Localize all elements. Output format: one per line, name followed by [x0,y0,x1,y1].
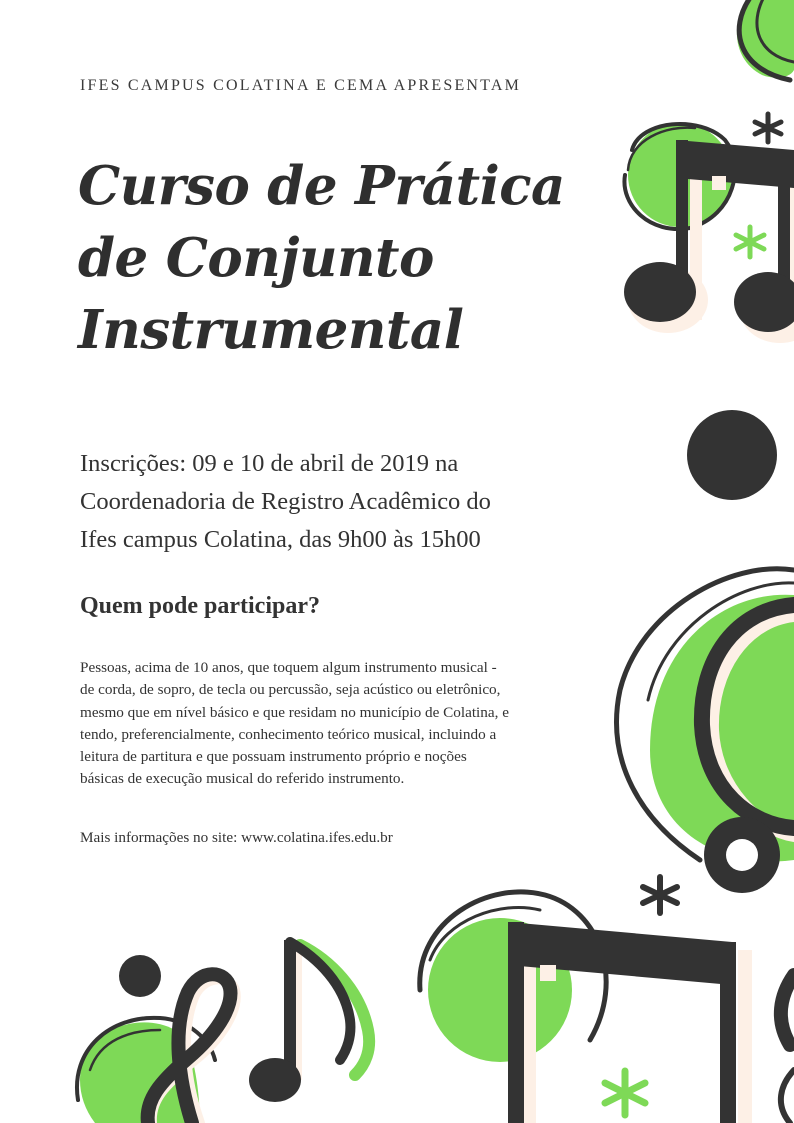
course-title-line-1: Curso de Prática [78,155,565,217]
asterisk-icon-green [736,227,764,257]
course-title [78,150,598,366]
course-title-line-3: Instrumental [78,299,464,361]
eligibility-line-3: mesmo que em nível básico e que residam no município de Colatina, e [80,703,509,721]
asterisk-icon-green [605,1071,645,1115]
eligibility-line-1: Pessoas, acima de 10 anos, que toquem algum instrumento musical - [80,659,497,676]
who-can-participate-heading: Quem pode participar? [80,593,320,619]
presenter-line: IFES CAMPUS COLATINA E CEMA APRESENTAM [80,77,522,94]
eligibility-line-6: básicas de execução musical do referido instrumento. [80,770,405,788]
registration-line-3: Ifes campus Colatina, das 9h00 às 15h00 [80,526,481,553]
asterisk-icon [755,114,781,142]
eligibility-description [80,657,590,791]
treble-clef-icon-right [617,569,794,893]
eighth-note-icon [249,940,369,1102]
eligibility-line-5: leitura de partitura e que possuam instrumento próprio e noções [80,748,467,766]
top-right-circle-outline [737,0,794,80]
dot-icon [119,955,161,997]
course-title-line-2: de Conjunto [78,227,434,289]
asterisk-icon [643,877,677,913]
registration-line-2: Coordenadoria de Registro Acadêmico do [80,488,491,515]
registration-info [80,445,560,559]
registration-line-1: Inscrições: 09 e 10 de abril de 2019 na [80,450,459,477]
dot-icon [687,410,777,500]
eligibility-line-2: de corda, de sopro, de tecla ou percussão, seja acústico ou eletrônico, [80,681,501,699]
eligibility-line-4: tendo, preferencialmente, conhecimento teórico musical, incluindo a [80,725,497,743]
more-info-website: Mais informações no site: www.colatina.ifes.edu.br [80,829,393,846]
